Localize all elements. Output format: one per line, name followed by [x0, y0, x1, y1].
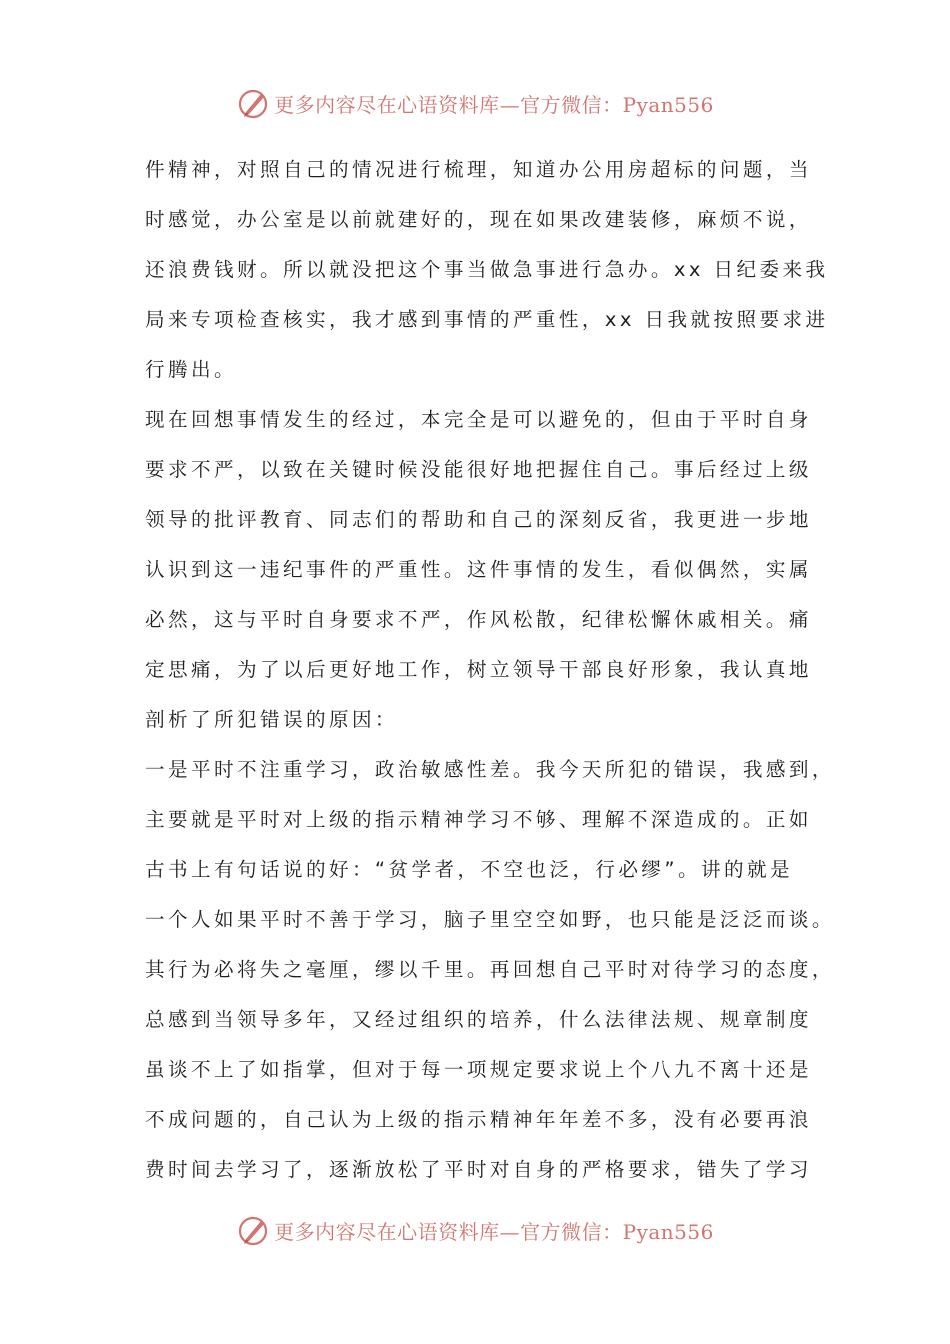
text-line: 件精神，对照自己的情况进行梳理，知道办公用房超标的问题，当 — [145, 158, 812, 181]
text-line: 一个人如果平时不善于学习，脑子里空空如野，也只能是泛泛而谈。 — [145, 908, 835, 931]
text-line: 必然，这与平时自身要求不严，作风松散，纪律松懈休戚相关。痛 — [145, 608, 812, 631]
text-line: 行腾出。 — [145, 358, 237, 381]
footer-watermark-text: 更多内容尽在心语资料库—官方微信：Pyan556 — [274, 1219, 714, 1244]
text-line: 不成问题的，自己认为上级的指示精神年年差不多，没有必要再浪 — [145, 1108, 812, 1131]
text-line: 一是平时不注重学习，政治敏感性差。我今天所犯的错误，我感到， — [145, 758, 835, 781]
text-line: 定思痛，为了以后更好地工作，树立领导干部良好形象，我认真地 — [145, 658, 812, 681]
text-line: 现在回想事情发生的经过，本完全是可以避免的，但由于平时自身 — [145, 408, 812, 431]
text-line: 虽谈不上了如指掌，但对于每一项规定要求说上个八九不离十还是 — [145, 1058, 812, 1081]
footer-watermark — [0, 1210, 950, 1250]
text-line: 费时间去学习了，逐渐放松了平时对自身的严格要求，错失了学习 — [145, 1158, 812, 1181]
text-line: 还浪费钱财。所以就没把这个事当做急事进行急办。xx 日纪委来我 — [145, 258, 829, 281]
text-line: 时感觉，办公室是以前就建好的，现在如果改建装修，麻烦不说， — [145, 208, 812, 231]
text-line: 认识到这一违纪事件的严重性。这件事情的发生，看似偶然，实属 — [145, 558, 812, 581]
text-line: 剖析了所犯错误的原因： — [145, 708, 398, 731]
text-line: 领导的批评教育、同志们的帮助和自己的深刻反省，我更进一步地 — [145, 508, 812, 531]
header-watermark — [0, 83, 950, 123]
document-body — [145, 150, 835, 1200]
text-line: 其行为必将失之毫厘，缪以千里。再回想自己平时对待学习的态度， — [145, 958, 835, 981]
text-line: 要求不严，以致在关键时候没能很好地把握住自己。事后经过上级 — [145, 458, 812, 481]
header-watermark-text: 更多内容尽在心语资料库—官方微信：Pyan556 — [274, 92, 714, 117]
text-line: 主要就是平时对上级的指示精神学习不够、理解不深造成的。正如 — [145, 808, 812, 831]
text-line: 局来专项检查核实，我才感到事情的严重性，xx 日我就按照要求进 — [145, 308, 829, 331]
pen-logo-icon — [236, 1213, 270, 1247]
text-line: 总感到当领导多年，又经过组织的培养，什么法律法规、规章制度 — [145, 1008, 812, 1031]
text-line: 古书上有句话说的好：“贫学者，不空也泛，行必缪”。讲的就是 — [145, 858, 793, 881]
pen-logo-icon — [236, 86, 270, 120]
